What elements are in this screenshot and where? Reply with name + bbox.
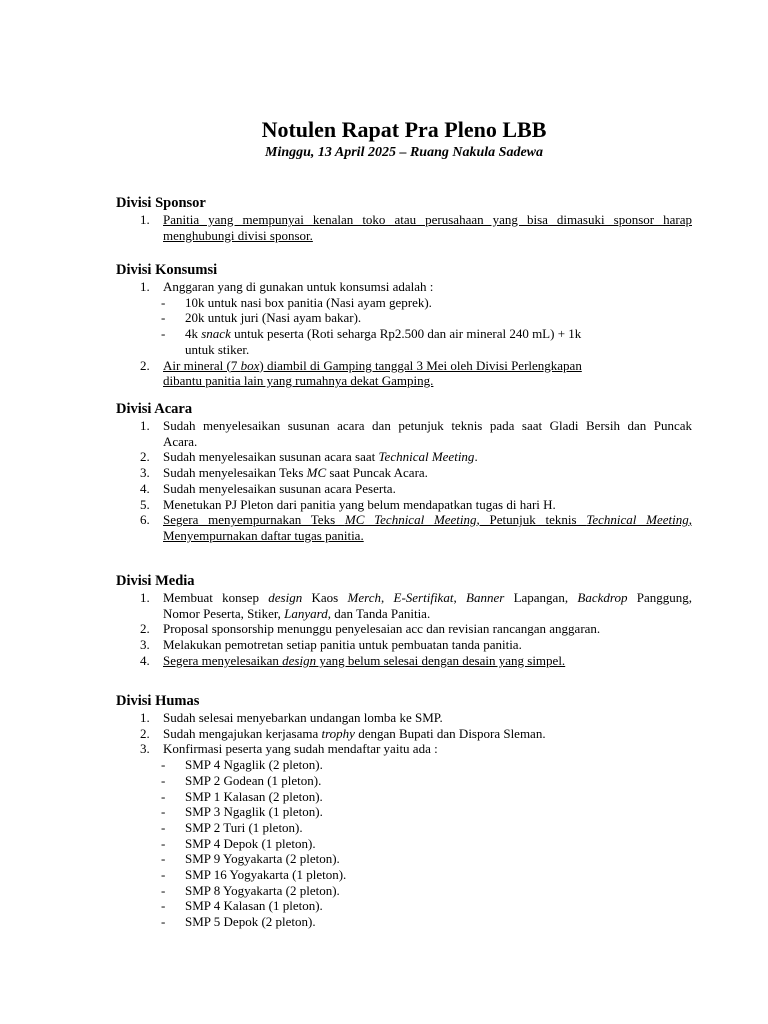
item-number: 4. bbox=[140, 652, 150, 668]
item-text: Nomor Peserta, Stiker, Lanyard, dan Tanda Panitia. bbox=[163, 605, 431, 621]
item-text: Sudah mengajukan kerjasama trophy dengan Bupati dan Dispora Sleman. bbox=[163, 725, 546, 741]
sub-item-text: 10k untuk nasi box panitia (Nasi ayam geprek). bbox=[185, 294, 432, 310]
school-text: SMP 3 Ngaglik (1 pleton). bbox=[185, 804, 323, 820]
dash-bullet: - bbox=[161, 310, 166, 326]
section-title: Divisi Media bbox=[116, 573, 195, 589]
item-text: Segera menyempurnakan Teks MC Technical Meeting, Petunjuk teknis Technical Meeting, bbox=[163, 512, 692, 528]
item-text: menghubungi divisi sponsor. bbox=[163, 227, 313, 243]
dash-bullet: - bbox=[161, 851, 166, 867]
school-text: SMP 9 Yogyakarta (2 pleton). bbox=[185, 851, 340, 867]
item-number: 3. bbox=[140, 741, 150, 757]
school-text: SMP 1 Kalasan (2 pleton). bbox=[185, 788, 323, 804]
dash-bullet: - bbox=[161, 294, 166, 310]
list-item-continuation bbox=[116, 373, 692, 389]
school-item bbox=[116, 757, 692, 773]
dash-bullet: - bbox=[161, 835, 166, 851]
section-title: Divisi Acara bbox=[116, 401, 193, 417]
school-text: SMP 16 Yogyakarta (1 pleton). bbox=[185, 867, 347, 883]
item-number: 3. bbox=[140, 465, 150, 481]
list-item bbox=[116, 418, 692, 434]
item-text: Sudah menyelesaikan Teks MC saat Puncak Acara. bbox=[163, 465, 428, 481]
list-item bbox=[116, 621, 692, 637]
dash-bullet: - bbox=[161, 898, 166, 914]
school-text: SMP 2 Turi (1 pleton). bbox=[185, 819, 303, 835]
list-item bbox=[116, 212, 692, 228]
item-number: 1. bbox=[140, 590, 150, 605]
item-number: 1. bbox=[140, 418, 150, 433]
item-number: 1. bbox=[140, 212, 150, 227]
school-item bbox=[116, 898, 692, 914]
item-text: Sudah menyelesaikan susunan acara Peserta. bbox=[163, 480, 396, 496]
list-item bbox=[116, 481, 692, 497]
item-text: Sudah selesai menyebarkan undangan lomba ke SMP. bbox=[163, 710, 443, 725]
school-item bbox=[116, 914, 692, 930]
item-text: Panitia yang mempunyai kenalan toko atau perusahaan yang bisa dimasuki sponsor harap bbox=[163, 212, 692, 227]
school-item bbox=[116, 851, 692, 867]
school-item bbox=[116, 836, 692, 852]
item-number: 2. bbox=[140, 449, 150, 465]
list-item bbox=[116, 279, 692, 295]
list-item-continuation bbox=[116, 606, 692, 622]
section-sponsor bbox=[116, 194, 692, 243]
school-item bbox=[116, 773, 692, 789]
item-number: 1. bbox=[140, 279, 150, 294]
list-item bbox=[116, 726, 692, 742]
list-item-continuation bbox=[116, 528, 692, 544]
item-number: 2. bbox=[140, 621, 150, 637]
school-item bbox=[116, 883, 692, 899]
school-text: SMP 8 Yogyakarta (2 pleton). bbox=[185, 882, 340, 898]
dash-bullet: - bbox=[161, 757, 166, 773]
item-number: 2. bbox=[140, 725, 150, 741]
item-text: Menetukan PJ Pleton dari panitia yang belum mendapatkan tugas di hari H. bbox=[163, 496, 556, 512]
sub-item bbox=[116, 326, 692, 342]
school-item bbox=[116, 867, 692, 883]
dash-bullet: - bbox=[161, 914, 166, 930]
school-text: SMP 4 Kalasan (1 pleton). bbox=[185, 898, 323, 914]
section-acara bbox=[116, 400, 692, 544]
list-item-continuation bbox=[116, 228, 692, 244]
school-item bbox=[116, 789, 692, 805]
item-number: 1. bbox=[140, 710, 150, 725]
dash-bullet: - bbox=[161, 772, 166, 788]
sub-item-text: 20k untuk juri (Nasi ayam bakar). bbox=[185, 310, 362, 326]
dash-bullet: - bbox=[161, 788, 166, 804]
school-item bbox=[116, 804, 692, 820]
section-title: Divisi Humas bbox=[116, 693, 200, 709]
section-title: Divisi Sponsor bbox=[116, 195, 206, 211]
section-konsumsi bbox=[116, 261, 692, 389]
list-item bbox=[116, 512, 692, 528]
item-text: Konfirmasi peserta yang sudah mendaftar yaitu ada : bbox=[163, 741, 438, 757]
item-number: 6. bbox=[140, 512, 150, 528]
item-text: Melakukan pemotretan setiap panitia untuk pembuatan tanda panitia. bbox=[163, 637, 522, 653]
list-item bbox=[116, 710, 692, 726]
item-text: dibantu panitia lain yang rumahnya dekat Gamping. bbox=[163, 373, 434, 389]
dash-bullet: - bbox=[161, 867, 166, 883]
list-item bbox=[116, 497, 692, 513]
section-title: Divisi Konsumsi bbox=[116, 262, 218, 278]
list-item bbox=[116, 449, 692, 465]
list-item bbox=[116, 358, 692, 374]
dash-bullet: - bbox=[161, 804, 166, 820]
school-text: SMP 2 Godean (1 pleton). bbox=[185, 772, 322, 788]
item-text: Menyempurnakan daftar tugas panitia. bbox=[163, 527, 364, 543]
item-text: Acara. bbox=[163, 433, 198, 449]
list-item bbox=[116, 465, 692, 481]
list-item-continuation bbox=[116, 434, 692, 450]
school-item bbox=[116, 820, 692, 836]
school-text: SMP 4 Depok (1 pleton). bbox=[185, 835, 316, 851]
section-media bbox=[116, 572, 692, 669]
item-number: 5. bbox=[140, 496, 150, 512]
sub-item-text: untuk stiker. bbox=[185, 341, 250, 357]
sub-item bbox=[116, 310, 692, 326]
item-text: Proposal sponsorship menunggu penyelesaian acc dan revisian rancangan anggaran. bbox=[163, 621, 601, 637]
item-number: 2. bbox=[140, 357, 150, 373]
sub-item-continuation bbox=[116, 342, 692, 358]
sub-item-text: 4k snack untuk peserta (Roti seharga Rp2.500 dan air mineral 240 mL) + 1k bbox=[185, 326, 582, 342]
item-text: Membuat konsep design Kaos Merch, E-Sertifikat, Banner Lapangan, Backdrop Panggung, bbox=[163, 590, 692, 605]
item-text: Anggaran yang di gunakan untuk konsumsi adalah : bbox=[163, 279, 434, 294]
document-subtitle: Minggu, 13 April 2025 – Ruang Nakula Sadewa bbox=[265, 145, 543, 160]
document-title: Notulen Rapat Pra Pleno LBB bbox=[261, 117, 547, 142]
item-text: Sudah menyelesaikan susunan acara saat Technical Meeting. bbox=[163, 449, 478, 465]
sub-item bbox=[116, 295, 692, 311]
dash-bullet: - bbox=[161, 326, 166, 342]
section-humas bbox=[116, 692, 692, 930]
school-text: SMP 5 Depok (2 pleton). bbox=[185, 914, 316, 930]
dash-bullet: - bbox=[161, 819, 166, 835]
list-item bbox=[116, 653, 692, 669]
item-number: 3. bbox=[140, 637, 150, 653]
item-text: Sudah menyelesaikan susunan acara dan petunjuk teknis pada saat Gladi Bersih dan Puncak bbox=[163, 418, 692, 433]
item-text: Segera menyelesaikan design yang belum selesai dengan desain yang simpel. bbox=[163, 652, 566, 668]
item-text: Air mineral (7 box) diambil di Gamping tanggal 3 Mei oleh Divisi Perlengkapan bbox=[163, 357, 582, 373]
list-item bbox=[116, 741, 692, 757]
dash-bullet: - bbox=[161, 882, 166, 898]
list-item bbox=[116, 637, 692, 653]
list-item bbox=[116, 590, 692, 606]
item-number: 4. bbox=[140, 480, 150, 496]
school-text: SMP 4 Ngaglik (2 pleton). bbox=[185, 757, 323, 773]
